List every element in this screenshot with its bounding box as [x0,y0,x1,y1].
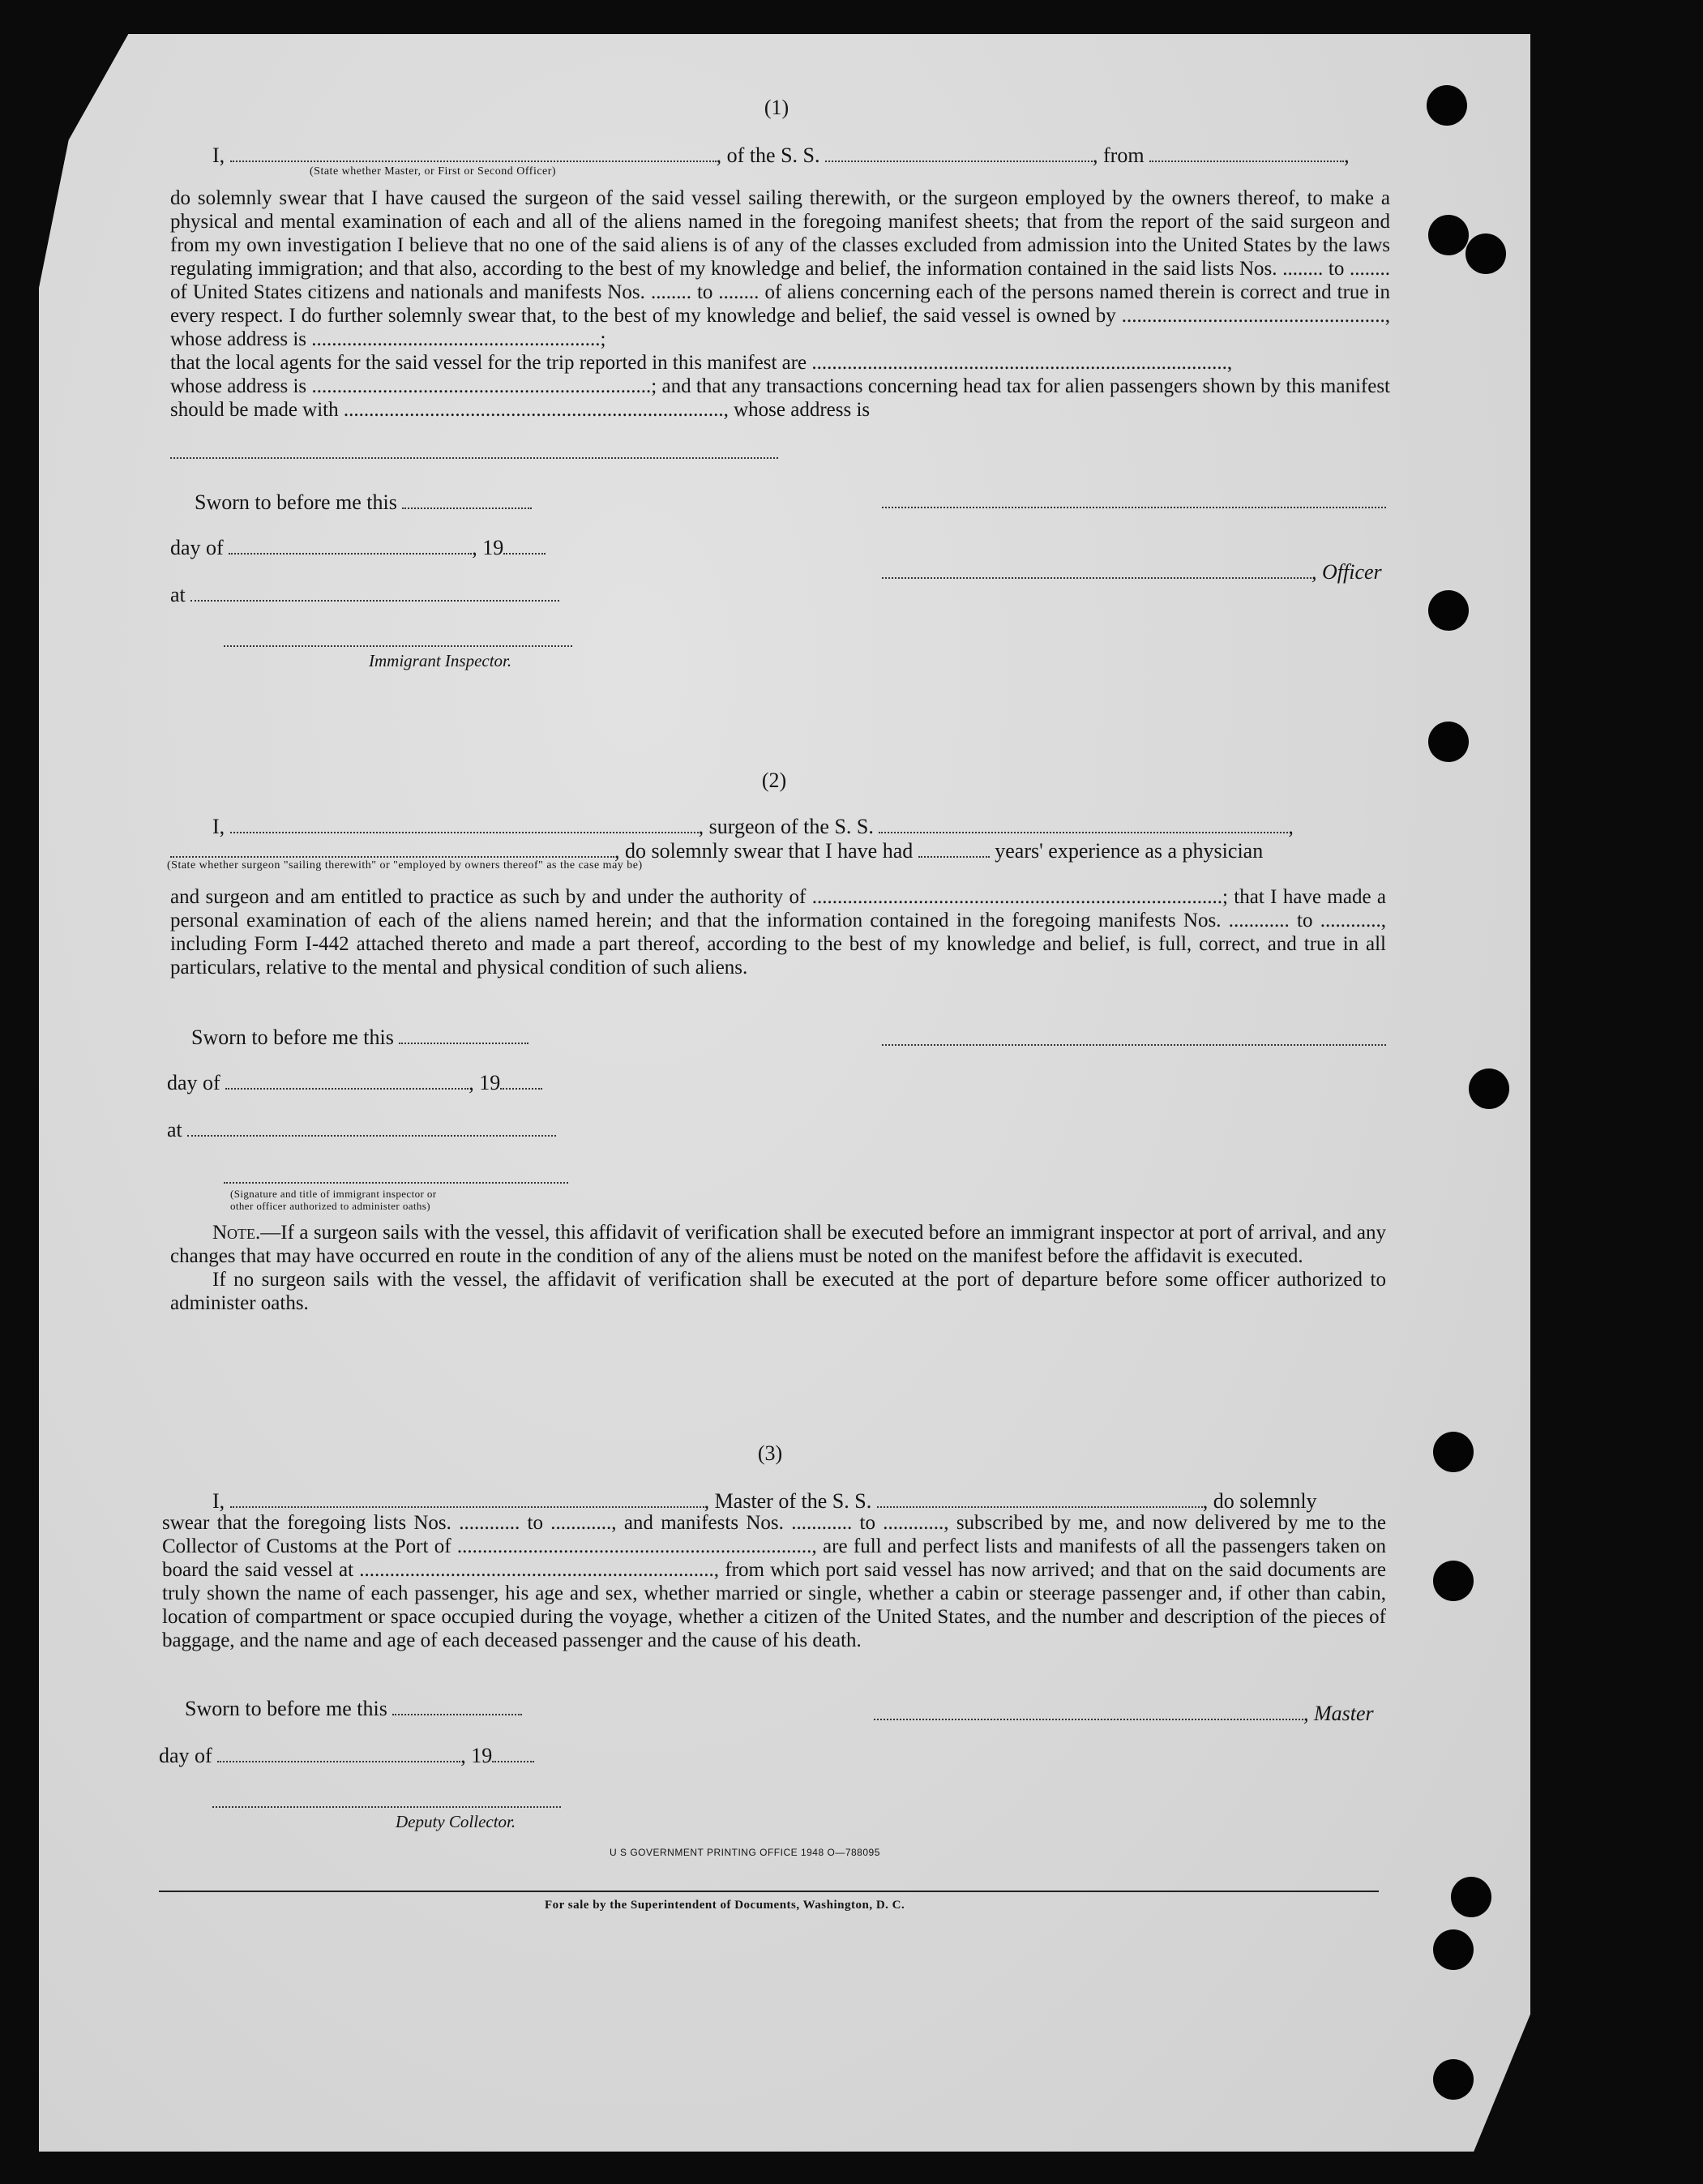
pronoun-i: I, [212,815,225,838]
section2-paragraph: and surgeon and am entitled to practice as such by and under the authority of .................................................................................; that I have made a personal examination of each of the aliens named herein; and that the information contained in the foregoing manifests Nos. ............ to ............, including Form I-442 attached thereto and made a part thereof, according to the best of my knowledge and belief, is full, correct, and true in all particulars, relative to the mental and physical condition of such aliens. [170,886,1386,979]
vessel-name-field[interactable] [877,1488,1203,1508]
surgeon-header-line [212,814,1294,839]
year-prefix: , 19 [460,1744,493,1767]
sworn-day-field[interactable] [402,490,532,509]
place-field[interactable] [187,1117,556,1137]
note-paragraph [170,1221,1386,1268]
officer-label: , Officer [1311,560,1382,584]
section3-body [162,1511,1386,1652]
at-label: at [170,583,186,606]
gpo-imprint: U S GOVERNMENT PRINTING OFFICE 1948 O—788095 [610,1847,880,1858]
label-master-of-ss: , Master of the S. S. [704,1489,872,1513]
section2-body [170,885,1386,979]
sworn-line [195,490,532,515]
day-of-line [167,1070,542,1095]
pronoun-i: I, [212,143,225,167]
place-field[interactable] [190,582,559,602]
punch-hole [1428,590,1469,631]
section1-agents-line: that the local agents for the said vessel for the trip reported in this manifest are .................................................................................., [170,352,1233,374]
surgeon-status-note: (State whether surgeon "sailing therewith" or "employed by owners thereof" as the case may be) [167,859,643,871]
punch-hole [1428,215,1469,255]
at-label: at [167,1118,182,1141]
punch-hole [1433,1929,1474,1970]
section-number: (1) [764,96,789,119]
punch-hole [1428,722,1469,762]
master-label: , Master [1303,1702,1374,1725]
footer-rule [159,1891,1379,1892]
sworn-day-field[interactable] [392,1696,522,1715]
month-field[interactable] [217,1743,460,1762]
vessel-name-field[interactable] [879,814,1288,833]
punch-hole [1433,1432,1474,1472]
officer-title-field[interactable] [882,559,1311,579]
at-line [167,1117,556,1142]
punch-hole [1469,1068,1509,1109]
year-field[interactable] [492,1743,534,1762]
years-label: years' experience as a physician [995,839,1264,863]
label-from: , from [1093,143,1145,167]
note-paragraph: If no surgeon sails with the vessel, the affidavit of verification shall be executed at the port of departure before some officer authorized to administer oaths. [170,1269,1386,1314]
surgeon-status-field[interactable] [170,838,614,858]
port-from-field[interactable] [1149,143,1344,162]
section-number: (3) [757,1441,783,1465]
inspector-signature-line[interactable] [224,645,572,647]
label-surgeon-of-ss: , surgeon of the S. S. [698,815,874,838]
section3-paragraph: swear that the foregoing lists Nos. ............ to ............, and manifests Nos. ............ to ............, subscribed by me, and now delivered by me to the Collector of Customs at the Port of ......................................................................, are full and perfect lists and manifests of all the passengers taken on board the said vessel at ......................................................................, from which port said vessel has now arrived; and that on the said documents are truly shown the name of each passenger, his age and sex, whether married or single, whether a cabin or steerage passenger and, if other than cabin, location of compartment or space occupied during the voyage, whether a citizen of the United States, and the number and description of the pieces of baggage, and the name and age of each deceased passenger and the cause of his death. [162,1512,1386,1651]
year-prefix: , 19 [472,536,504,559]
sale-notice: For sale by the Superintendent of Documents, Washington, D. C. [545,1899,905,1912]
sworn-line [191,1025,528,1050]
punch-hole [1433,1561,1474,1601]
section1-headtax-line: whose address is ...................................................................; and that any transactions concerning head tax for alien passengers shown by this manifest should be made with ..........................................................................., whose address is [170,375,1390,421]
punch-hole [1427,85,1467,126]
pronoun-i: I, [212,1489,225,1513]
punch-hole [1466,233,1506,274]
at-line [170,582,559,607]
note-text: —If a surgeon sails with the vessel, this affidavit of verification shall be executed before an immigrant inspector at port of arrival, and any changes that may have occurred en route in the condition of any of the aliens must be noted on the manifest before the affidavit is executed. [170,1222,1386,1267]
address-line[interactable] [170,457,778,459]
section1-body [170,186,1390,422]
section1-paragraph: do solemnly swear that I have caused the surgeon of the said vessel sailing therewith, or the surgeon employed by the owners thereof, to make a physical and mental examination of each and all of the aliens named in the foregoing manifest sheets; that from the report of the said surgeon and from my own investigation I believe that no one of the said aliens is of any of the classes excluded from admission into the United States by the laws regulating immigration; and that also, according to the best of my knowledge and belief, the information contained in the said lists Nos. ........ to ........ of United States citizens and nationals and manifests Nos. ........ to ........ of aliens concerning each of the persons named therein is correct and true in every respect. I do further solemnly swear that, to the best of my knowledge and belief, the said vessel is owned by ...................................................., whose address is .........................................................; [170,187,1390,350]
punch-hole [1433,2059,1474,2100]
surgeon-signature-line[interactable] [882,1044,1386,1046]
master-header-line [212,1488,1317,1514]
swear-label: , do solemnly swear that I have had [614,839,914,863]
deputy-signature-line[interactable] [212,1806,561,1808]
day-of-line [159,1743,534,1768]
inspector-signature-line[interactable] [224,1182,568,1184]
label-do-solemnly: , do solemnly [1202,1489,1317,1513]
sworn-line [185,1696,522,1721]
day-of-line [170,535,546,560]
signature-note: other officer authorized to administer oaths) [230,1200,430,1212]
sworn-day-field[interactable] [399,1025,528,1044]
day-of-label: day of [167,1071,220,1094]
label-of-ss: , of the S. S. [716,143,820,167]
sworn-label: Sworn to before me this [191,1026,394,1049]
year-field[interactable] [503,535,546,555]
day-of-label: day of [170,536,224,559]
comma: , [1344,143,1350,167]
officer-signature-line[interactable] [882,507,1386,508]
day-of-label: day of [159,1744,212,1767]
note-block [170,1221,1386,1315]
master-signature-field[interactable] [874,1701,1303,1720]
officer-line [882,559,1382,585]
year-prefix: , 19 [469,1071,501,1094]
years-field[interactable] [918,838,990,858]
month-field[interactable] [229,535,472,555]
section-number: (2) [761,769,787,792]
state-whether-note: (State whether Master, or First or Second Officer) [310,165,557,178]
surgeon-name-field[interactable] [230,814,699,833]
signature-note: (Signature and title of immigrant inspector or [230,1188,437,1200]
master-name-field[interactable] [230,1488,704,1508]
officer-name-field[interactable] [230,143,717,162]
master-signature-line [874,1701,1374,1726]
note-label: Note. [212,1222,261,1244]
vessel-name-field[interactable] [825,143,1093,162]
deputy-label: Deputy Collector. [396,1812,516,1831]
inspector-label: Immigrant Inspector. [369,651,512,670]
sworn-label: Sworn to before me this [185,1697,387,1720]
oath-header-line [212,143,1350,168]
year-field[interactable] [500,1070,542,1090]
month-field[interactable] [225,1070,469,1090]
punch-hole [1451,1877,1491,1917]
comma: , [1288,815,1294,838]
sworn-label: Sworn to before me this [195,490,397,514]
